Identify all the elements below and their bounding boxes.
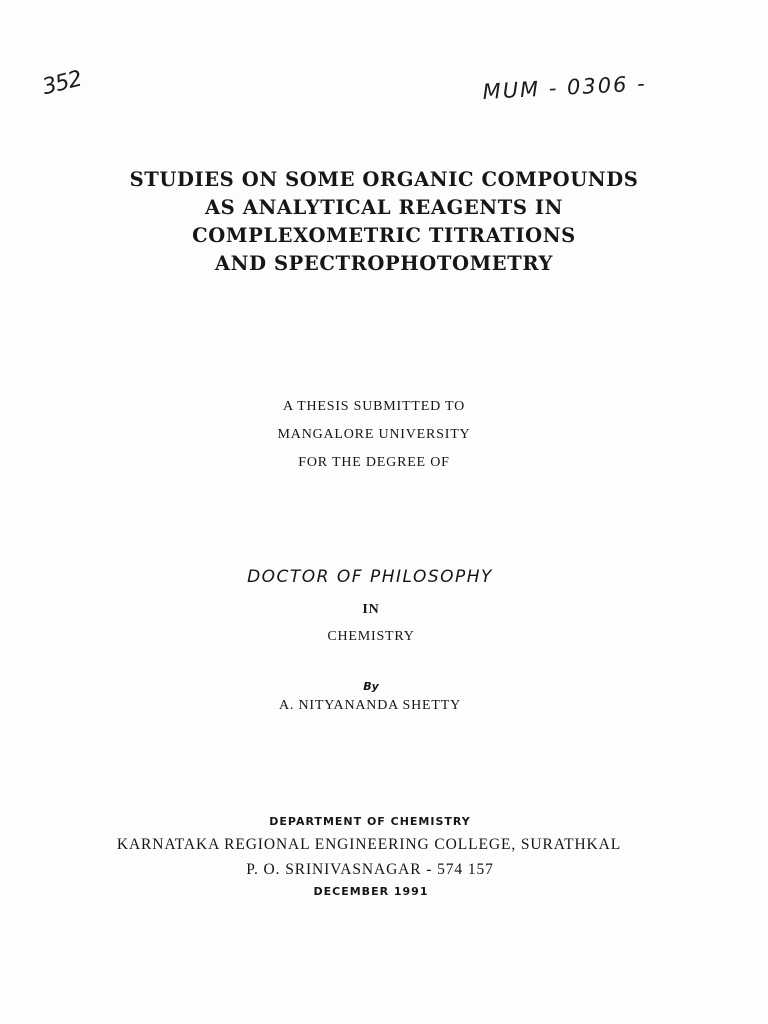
- title-line-3: COMPLEXOMETRIC TITRATIONS: [192, 224, 576, 247]
- title-line-2: AS ANALYTICAL REAGENTS IN: [204, 196, 564, 219]
- degree-subject: CHEMISTRY: [327, 629, 415, 644]
- author-name: A. NITYANANDA SHETTY: [278, 698, 462, 713]
- submission-line-2: MANGALORE UNIVERSITY: [277, 427, 471, 442]
- submission-line-1: A THESIS SUBMITTED TO: [282, 399, 466, 414]
- title-line-4: AND SPECTROPHOTOMETRY: [214, 252, 554, 275]
- title-line-1: STUDIES ON SOME ORGANIC COMPOUNDS: [129, 168, 639, 191]
- department: DEPARTMENT OF CHEMISTRY: [269, 815, 471, 828]
- by-label: By: [363, 680, 379, 693]
- college: KARNATAKA REGIONAL ENGINEERING COLLEGE, SURATHKAL: [116, 836, 622, 853]
- degree-name: DOCTOR OF PHILOSOPHY: [247, 567, 493, 587]
- address: P. O. SRINIVASNAGAR - 574 157: [246, 861, 494, 878]
- date: DECEMBER 1991: [313, 885, 429, 898]
- handwritten-number: 352: [40, 66, 84, 101]
- handwritten-catalog-number: MUM - 0306 -: [482, 71, 648, 104]
- submission-line-3: FOR THE DEGREE OF: [298, 455, 450, 470]
- degree-in: IN: [362, 602, 380, 617]
